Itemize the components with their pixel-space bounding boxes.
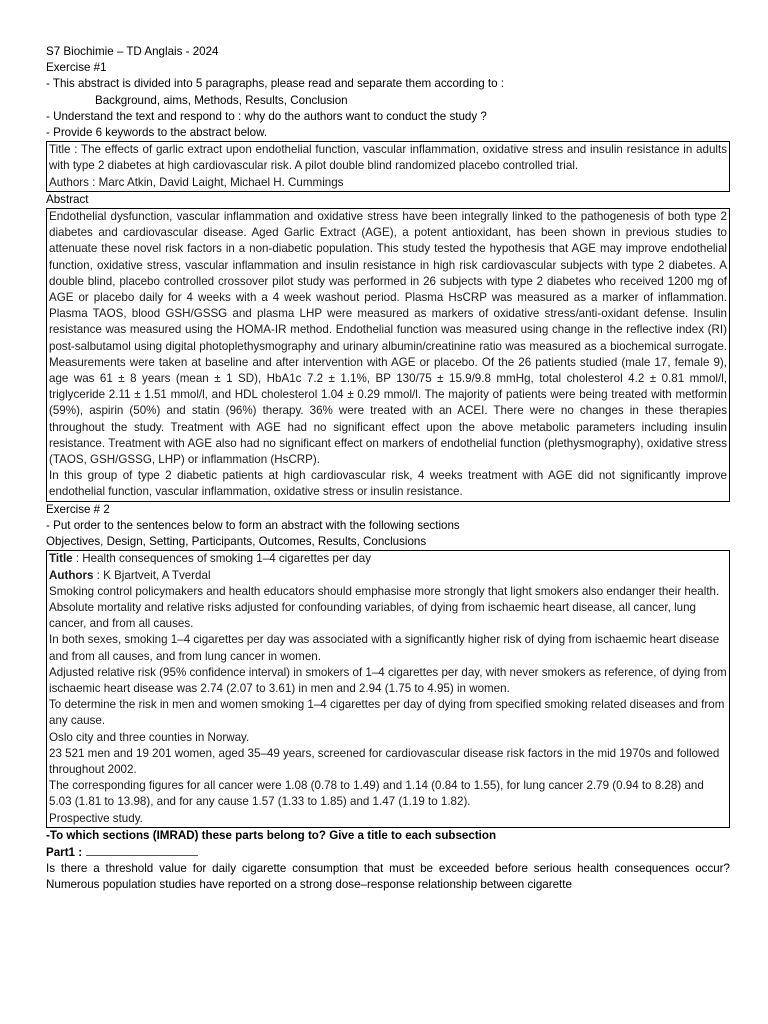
part1-answer-blank[interactable] [86,844,198,856]
abstract-box [46,208,730,502]
sentence-item: Absolute mortality and relative risks adjusted for confounding variables, of dying from ischaemic heart disease, all cancer, lung cancer, and from all causes. [49,600,697,631]
sentence-item: Smoking control policymakers and health educators should emphasise more strongly that light smokers also endanger their health. [49,584,720,598]
abstract-conclusion: In this group of type 2 diabetic patients at high cardiovascular risk, 4 weeks treatment with AGE did not significantly improve endothelial function, vascular inflammation, oxidative stress or insulin resistance. [49,469,727,499]
ex2-title-value: : Health consequences of smoking 1–4 cigarettes per day [72,552,372,566]
instruction-sections: Background, aims, Methods, Results, Conclusion [95,93,348,107]
sentence-item: The corresponding figures for all cancer were 1.08 (0.78 to 1.49) and 1.14 (0.84 to 1.55), for lung cancer 2.79 (0.94 to 8.28) and 5.03 (1.81 to 13.98), and for any cause 1.57 (1.33 to 1.85) and 1.47 (1.19 to 1.82). [49,779,704,809]
ex2-authors-value: : K Bjartveit, A Tverdal [93,568,211,582]
part1-row [46,844,730,861]
document-page [46,44,730,894]
abstract-heading: Abstract [46,192,89,206]
abstract-body: Endothelial dysfunction, vascular inflammation and oxidative stress have been integrally linked to the pathogenesis of both type 2 diabetes and cardiovascular disease. Aged Garlic Extract (AGE), a potent antioxidant, has been shown in previous studies to attenuate these novel risk factors in a non-diabetic population. This study tested the hypothesis that AGE may improve endothelial function, oxidative stress, vascular inflammation and insulin resistance in high risk cardiovascular subjects with type 2 diabetes. A double blind, placebo controlled crossover pilot study was performed in 26 subjects with type 2 diabetes who received 1200 mg of AGE or placebo daily for 4 weeks with a 4 week washout period. Plasma HsCRP was measured as a marker of inflammation. Plasma TAOS, blood GSH/GSSG and plasma LHP were measured as markers of oxidative stress/anti-oxidant defense. Insulin resistance was measured using the HOMA-IR method. Endothelial function was measured using change in the reflective index (RI) post-salbutamol using digital photoplethysmography and urinary albumin/creatinine ratio was measured as a biochemical surrogate. Measurements were taken at baseline and after intervention with AGE or placebo. Of the 26 patients studied (male 17, female 9), age was 61 ± 8 years (mean ± 1 SD), HbA1c 7.2 ± 1.1%, BP 130/75 ± 15.9/9.8 mmHg, total cholesterol 4.2 ± 0.81 mmol/l, triglyceride 2.11 ± 1.51 mmol/l, and HDL cholesterol 1.04 ± 0.29 mmol/l. The majority of patients were being treated with metformin (59%), aspirin (50%) and statin (96%) therapy. 36% were treated with an ACEI. There were no changes in these therapies throughout the study. Treatment with AGE had no significant effect upon the above metabolic parameters including insulin resistance. Treatment with AGE also had no significant effect on markers of endothelial function (plethysmography), oxidative stress (TAOS, GSH/GSSG, LHP) or inflammation (HsCRP). [49,210,727,467]
exercise1-heading: Exercise #1 [46,61,107,75]
article-authors: Authors : Marc Atkin, David Laight, Michael H. Cummings [49,175,344,189]
exercise2-heading: Exercise # 2 [46,502,110,516]
sentence-item: Oslo city and three counties in Norway. [49,730,250,744]
ex2-title-label: Title [49,552,73,566]
sentence-item: Prospective study. [49,811,143,825]
exercise2-sections: Objectives, Design, Setting, Participants, Outcomes, Results, Conclusions [46,535,427,549]
article-title: Title : The effects of garlic extract upon endothelial function, vascular inflammation, oxidative stress and insulin resistance in adults with type 2 diabetes at high cardiovascular risk. A pilot double blind randomized placebo controlled trial. [49,143,727,173]
exercise2-instruction: - Put order to the sentences below to form an abstract with the following sections [46,518,460,532]
exercise2-box [46,550,730,827]
sentence-item: Adjusted relative risk (95% confidence interval) in smokers of 1–4 cigarettes per day, with never smokers as reference, of dying from ischaemic heart disease was 2.74 (2.07 to 3.61) in men and 2.94 (1.75 to 4.95) in women. [49,665,727,695]
ex2-authors-row [49,568,727,584]
ex2-title-row [49,551,727,567]
ex2-authors-label: Authors [49,568,94,582]
sentence-item: In both sexes, smoking 1–4 cigarettes per day was associated with a significantly higher risk of dying from ischaemic heart disease and from all causes, and from lung cancer in women. [49,633,720,663]
exercise1-title-box [46,141,730,192]
sentence-item: 23 521 men and 19 201 women, aged 35–49 years, screened for cardiovascular disease risk factors in the mid 1970s and followed throughout 2002. [49,746,720,776]
exercise3-instruction: -To which sections (IMRAD) these parts belong to? Give a title to each subsection [46,828,497,842]
part1-label: Part1 : [46,845,83,859]
sentence-item: To determine the risk in men and women smoking 1–4 cigarettes per day of dying from specified smoking related diseases and from any cause. [49,698,725,728]
part1-text: Is there a threshold value for daily cigarette consumption that must be exceeded before serious health consequences occur? Numerous population studies have reported on a strong dose–response relationship between cigarette [46,862,730,892]
instruction-3: - Provide 6 keywords to the abstract below. [46,126,268,140]
course-heading: S7 Biochimie – TD Anglais - 2024 [46,45,219,58]
instruction-2: - Understand the text and respond to : why do the authors want to conduct the study ? [46,109,487,123]
instruction-1: - This abstract is divided into 5 paragraphs, please read and separate them according to : [46,77,505,91]
